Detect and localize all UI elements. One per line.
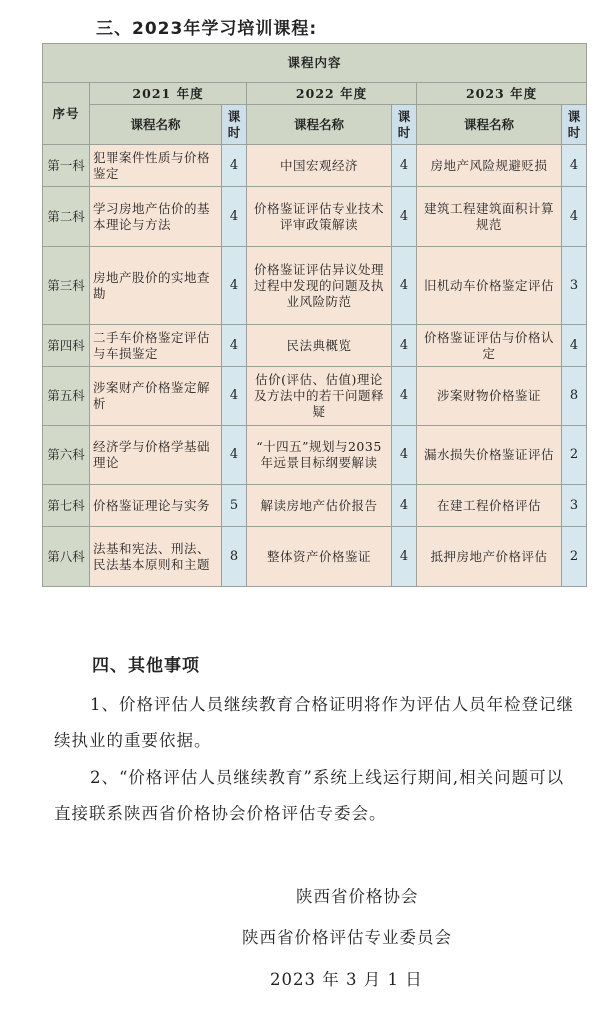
year-header-2023: 2023 年度 — [417, 83, 587, 105]
course-2021-cell: 房地产股价的实地查勘 — [90, 247, 222, 325]
seq-cell: 第七科 — [43, 485, 90, 527]
seq-cell: 第八科 — [43, 527, 90, 587]
seq-cell: 第五科 — [43, 367, 90, 426]
hours-2022-cell: 4 — [392, 485, 417, 527]
course-2023-cell: 在建工程价格评估 — [417, 485, 562, 527]
hours-2022-cell: 4 — [392, 367, 417, 426]
hours-2021-cell: 4 — [222, 367, 247, 426]
course-2023-cell: 建筑工程建筑面积计算规范 — [417, 187, 562, 247]
seq-cell: 第四科 — [43, 325, 90, 367]
course-2022-cell: 价格鉴证评估异议处理过程中发现的问题及执业风险防范 — [247, 247, 392, 325]
hours-2023-cell: 2 — [562, 426, 587, 485]
course-2021-cell: 学习房地产估价的基本理论与方法 — [90, 187, 222, 247]
hours-2022-cell: 4 — [392, 247, 417, 325]
hours-2021-cell: 4 — [222, 426, 247, 485]
course-2022-cell: 价格鉴证评估专业技术评审政策解读 — [247, 187, 392, 247]
section-3-title: 三、2023年学习培训课程: — [96, 19, 318, 39]
course-2023-cell: 抵押房地产价格评估 — [417, 527, 562, 587]
table-row — [43, 485, 587, 527]
hours-2021-cell: 4 — [222, 145, 247, 187]
name-header-2021: 课程名称 — [90, 105, 222, 145]
course-2023-cell: 漏水损失价格鉴证评估 — [417, 426, 562, 485]
hours-2021-cell: 4 — [222, 187, 247, 247]
course-2022-cell: 整体资产价格鉴证 — [247, 527, 392, 587]
table-row — [43, 527, 587, 587]
hours-2021-cell: 5 — [222, 485, 247, 527]
hours-2023-cell: 4 — [562, 187, 587, 247]
signature-date: 2023 年 3 月 1 日 — [270, 970, 423, 989]
hours-2023-cell: 3 — [562, 485, 587, 527]
course-2021-cell: 犯罪案件性质与价格鉴定 — [90, 145, 222, 187]
hours-2022-cell: 4 — [392, 187, 417, 247]
course-2021-cell: 二手车价格鉴定评估与车损鉴定 — [90, 325, 222, 367]
seq-cell: 第三科 — [43, 247, 90, 325]
paragraph-2 — [54, 760, 574, 832]
hours-2023-cell: 2 — [562, 527, 587, 587]
name-header-2022: 课程名称 — [247, 105, 392, 145]
paragraph-1-text: 1、价格评估人员继续教育合格证明将作为评估人员年检登记继续执业的重要依据。 — [54, 695, 574, 750]
hours-2023-cell: 4 — [562, 325, 587, 367]
table-row — [43, 247, 587, 325]
course-2023-cell: 旧机动车价格鉴定评估 — [417, 247, 562, 325]
table-row — [43, 325, 587, 367]
table-row — [43, 187, 587, 247]
hours-2022-cell: 4 — [392, 426, 417, 485]
hours-2021-cell: 4 — [222, 325, 247, 367]
hour-header-2023: 课时 — [562, 105, 587, 145]
hours-2022-cell: 4 — [392, 325, 417, 367]
hours-2022-cell: 4 — [392, 527, 417, 587]
paragraph-1 — [54, 687, 574, 759]
table-header-main: 课程内容 — [43, 44, 587, 83]
year-header-2022: 2022 年度 — [247, 83, 417, 105]
hour-header-2021: 课时 — [222, 105, 247, 145]
course-2023-cell: 价格鉴证评估与价格认定 — [417, 325, 562, 367]
course-table — [42, 43, 587, 587]
section-4-title: 四、其他事项 — [92, 656, 200, 676]
hours-2021-cell: 8 — [222, 527, 247, 587]
paragraph-2-text: 2、“价格评估人员继续教育”系统上线运行期间,相关问题可以直接联系陕西省价格协会价格评估专委会。 — [54, 768, 565, 823]
table-row — [43, 145, 587, 187]
name-header-2023: 课程名称 — [417, 105, 562, 145]
hours-2023-cell: 8 — [562, 367, 587, 426]
hours-2023-cell: 3 — [562, 247, 587, 325]
course-2022-cell: 解读房地产估价报告 — [247, 485, 392, 527]
course-2021-cell: 价格鉴证理论与实务 — [90, 485, 222, 527]
hours-2023-cell: 4 — [562, 145, 587, 187]
table-row — [43, 367, 587, 426]
table-row — [43, 426, 587, 485]
course-2023-cell: 房地产风险规避贬损 — [417, 145, 562, 187]
seq-cell: 第六科 — [43, 426, 90, 485]
hours-2022-cell: 4 — [392, 145, 417, 187]
course-2021-cell: 法基和宪法、刑法、民法基本原则和主题 — [90, 527, 222, 587]
course-2022-cell: 中国宏观经济 — [247, 145, 392, 187]
course-2022-cell: 民法典概览 — [247, 325, 392, 367]
course-2022-cell: “十四五”规划与2035年远景目标纲要解读 — [247, 426, 392, 485]
course-2021-cell: 涉案财产价格鉴定解析 — [90, 367, 222, 426]
year-header-2021: 2021 年度 — [90, 83, 247, 105]
course-2022-cell: 估价(评估、估值)理论及方法中的若干问题释疑 — [247, 367, 392, 426]
course-2023-cell: 涉案财物价格鉴证 — [417, 367, 562, 426]
seq-cell: 第二科 — [43, 187, 90, 247]
seq-header: 序号 — [43, 83, 90, 145]
hours-2021-cell: 4 — [222, 247, 247, 325]
course-2021-cell: 经济学与价格学基础理论 — [90, 426, 222, 485]
seq-cell: 第一科 — [43, 145, 90, 187]
signature-org-2: 陕西省价格评估专业委员会 — [242, 928, 452, 947]
signature-org-1: 陕西省价格协会 — [296, 887, 419, 906]
hour-header-2022: 课时 — [392, 105, 417, 145]
